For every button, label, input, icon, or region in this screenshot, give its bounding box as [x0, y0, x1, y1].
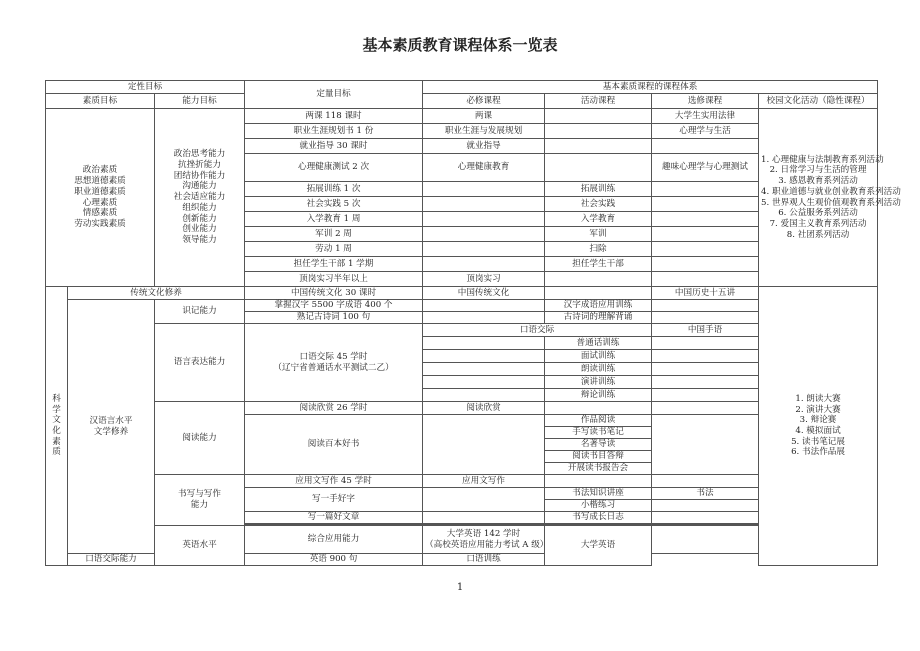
activity-cell: 小楷练习: [545, 500, 652, 512]
quantitative-cell: 阅读欣赏 26 学时: [245, 402, 423, 415]
required-cell: 阅读欣赏: [423, 402, 545, 415]
writing-ability: [155, 475, 245, 526]
required-cell: [423, 488, 545, 512]
campus-activity: 5. 世界观人生观价值观教育系列活动: [761, 197, 901, 208]
activity-cell: 开展读书报告会: [545, 463, 652, 475]
campus-activity: 6. 书法作品展: [791, 447, 845, 458]
activity-cell: 入学教育: [545, 212, 652, 227]
campus-activity: 5. 读书笔记展: [791, 436, 845, 447]
header-quantitative: 定量目标: [245, 81, 423, 109]
quantitative-cell: 劳动 1 周: [245, 242, 423, 257]
quantitative-cell: 心理健康测试 2 次: [245, 154, 423, 182]
ability-item: 团结协作能力: [173, 170, 226, 181]
quality-goal: 劳动实践素质: [74, 218, 126, 229]
elective-cell: [652, 402, 759, 415]
quantitative-cell: 军训 2 周: [245, 227, 423, 242]
required-cell: [423, 300, 545, 312]
required-cell: [423, 212, 545, 227]
quantitative-cell: 两课 118 课时: [245, 109, 423, 124]
activity-cell: 演讲训练: [545, 376, 652, 389]
elective-cell: [652, 363, 759, 376]
campus-activity: 2. 演讲大赛: [795, 404, 841, 415]
activity-cell: [545, 154, 652, 182]
english-ability-1: 综合应用能力: [245, 526, 423, 554]
campus-chinese-cell: [759, 287, 878, 566]
activity-cell: 书写成长日志: [545, 512, 652, 524]
required-cell: [423, 257, 545, 272]
quantitative-cell: 写一手好字: [245, 488, 423, 512]
elective-cell: 大学生实用法律: [652, 109, 759, 124]
vertical-char: 化: [52, 426, 61, 436]
quantitative-cell: 掌握汉字 5500 字成语 400 个: [245, 300, 423, 312]
campus-activity: 4. 模拟面试: [795, 426, 841, 436]
literacy-ability: 识记能力: [155, 300, 245, 324]
elective-cell: [652, 212, 759, 227]
writing-ability-line: 能力: [190, 500, 209, 510]
activity-cell: 军训: [545, 227, 652, 242]
required-cell: [423, 350, 545, 363]
activity-cell: 古诗词的理解背诵: [545, 312, 652, 324]
course-system-table: [45, 80, 901, 566]
chinese-goal: 汉语言水平: [89, 415, 133, 426]
required-cell: [423, 389, 545, 402]
ability-item: 创业能力: [182, 224, 217, 235]
header-quality-goal: 素质目标: [46, 94, 155, 109]
campus-activity: 4. 职业道德与就业创业教育系列活动: [761, 186, 901, 197]
quantitative-line: （辽宁省普通话水平测试二乙）: [273, 362, 394, 373]
required-cell: [423, 512, 545, 524]
activity-cell: [545, 124, 652, 139]
required-cell: 应用文写作: [423, 475, 545, 488]
elective-cell: 心理学与生活: [652, 124, 759, 139]
activity-cell: 普通话训练: [545, 337, 652, 350]
speaking-ability: 语言表达能力: [155, 324, 245, 402]
required-cell: 职业生涯与发展规划: [423, 124, 545, 139]
vertical-char: 质: [52, 447, 61, 458]
required-cell: 中国传统文化: [423, 287, 545, 300]
elective-cell: [652, 272, 759, 287]
elective-cell: [652, 350, 759, 363]
reading-ability: 阅读能力: [155, 402, 245, 475]
activity-cell: 辩论训练: [545, 389, 652, 402]
traditional-culture-goal: 传统文化修养: [68, 287, 245, 300]
header-qualitative: 定性目标: [46, 81, 245, 94]
ability-item: 领导能力: [182, 235, 217, 246]
oral-communication-course: 口语交际: [423, 324, 652, 337]
ability-item: 政治思考能力: [173, 149, 226, 160]
header-activity: 活动课程: [545, 94, 652, 109]
required-cell: [423, 415, 545, 475]
quantitative-cell: 顶岗实习半年以上: [245, 272, 423, 287]
quantitative-cell: 英语 900 句: [245, 554, 423, 566]
activity-cell: [545, 109, 652, 124]
activity-cell: [545, 475, 652, 488]
activity-cell: 书法知识讲座: [545, 488, 652, 500]
activity-cell: 汉字成语应用训练: [545, 300, 652, 312]
elective-cell: [652, 257, 759, 272]
ability-item: 创新能力: [182, 213, 217, 224]
quantitative-cell: 中国传统文化 30 课时: [245, 287, 423, 300]
activity-cell: 作品阅读: [545, 415, 652, 427]
chinese-goal-cell: [68, 300, 155, 554]
quantitative-cell: 入学教育 1 周: [245, 212, 423, 227]
quality-goal: 职业道德素质: [74, 186, 126, 197]
required-cell: [423, 337, 545, 350]
quantitative-cell: 写一篇好文章: [245, 512, 423, 524]
elective-cell: [652, 139, 759, 154]
elective-cell: [652, 415, 759, 475]
science-culture-label: [46, 287, 68, 566]
quality-goal: 情感素质: [82, 208, 118, 219]
english-ability-2: 口语交际能力: [68, 554, 155, 566]
activity-cell: [545, 287, 652, 300]
activity-cell: 朗读训练: [545, 363, 652, 376]
quantitative-cell: 担任学生干部 1 学期: [245, 257, 423, 272]
campus-activity: 6. 公益服务系列活动: [778, 208, 858, 219]
vertical-char: 学: [52, 404, 61, 415]
chinese-goal: 文学修养: [93, 426, 129, 437]
campus-activity: 1. 心理健康与法制教育系列活动: [761, 154, 884, 165]
elective-cell: [652, 242, 759, 257]
quantitative-line: 大学英语 142 学时: [446, 528, 521, 539]
required-cell: 就业指导: [423, 139, 545, 154]
quantitative-line: （高校英语应用能力考试 A 级）: [425, 539, 549, 550]
activity-cell: 拓展训练: [545, 182, 652, 197]
activity-cell: 面试训练: [545, 350, 652, 363]
ability-item: 抗挫折能力: [178, 159, 221, 170]
activity-cell: 口语训练: [423, 554, 545, 566]
page-number: 1: [456, 582, 464, 593]
activity-cell: [545, 272, 652, 287]
header-required: 必修课程: [423, 94, 545, 109]
elective-cell: [652, 182, 759, 197]
quantitative-cell: 职业生涯规划书 1 份: [245, 124, 423, 139]
elective-cell: [652, 475, 759, 488]
activity-cell: 手写读书笔记: [545, 427, 652, 439]
quantitative-cell: 就业指导 30 课时: [245, 139, 423, 154]
required-cell: 顶岗实习: [423, 272, 545, 287]
elective-cell: [652, 500, 759, 512]
campus-activity: 1. 朗读大赛: [795, 393, 841, 404]
vertical-char: 文: [52, 415, 61, 426]
quality-goal: 思想道德素质: [74, 176, 126, 187]
writing-ability-line: 书写与写作: [178, 489, 221, 500]
required-cell: [423, 227, 545, 242]
header-campus: 校园文化活动（隐性课程）: [759, 94, 878, 109]
abilities-cell: [155, 109, 245, 287]
quality-goals-cell: [46, 109, 155, 287]
elective-cell: [652, 512, 759, 524]
elective-cell: 书法: [652, 488, 759, 500]
quantitative-cell: 熟记古诗词 100 句: [245, 312, 423, 324]
english-goal: 英语水平: [155, 526, 245, 566]
english-quantitative: [423, 526, 549, 554]
activity-cell: 名著导读: [545, 439, 652, 451]
elective-cell: [652, 337, 759, 350]
elective-cell: [652, 376, 759, 389]
speaking-quantitative: [245, 324, 423, 402]
required-cell: [423, 363, 545, 376]
campus-activity: 3. 感恩教育系列活动: [778, 176, 858, 187]
header-system: 基本素质课程的课程体系: [423, 81, 878, 94]
vertical-char: 科: [52, 393, 61, 404]
campus-activities-cell: [759, 109, 901, 287]
reading-quantitative: 阅读百本好书: [245, 415, 423, 475]
elective-cell: [652, 300, 759, 312]
activity-cell: 阅读书目答辩: [545, 451, 652, 463]
required-cell: [423, 182, 545, 197]
quantitative-cell: 应用文写作 45 学时: [245, 475, 423, 488]
page-title: 基本素质教育课程体系一览表: [362, 36, 558, 54]
header-ability-goal: 能力目标: [155, 94, 245, 109]
activity-cell: [652, 526, 759, 554]
required-cell: 心理健康教育: [423, 154, 545, 182]
elective-cell: [652, 227, 759, 242]
quantitative-cell: 拓展训练 1 次: [245, 182, 423, 197]
required-cell: 两课: [423, 109, 545, 124]
campus-activity: 8. 社团系列活动: [786, 229, 850, 240]
vertical-char: 素: [52, 436, 61, 447]
quality-goal: 心理素质: [82, 197, 118, 208]
activity-cell: 担任学生干部: [545, 257, 652, 272]
campus-activity: 7. 爱国主义教育系列活动: [769, 218, 867, 229]
elective-cell: [652, 312, 759, 324]
required-cell: [423, 376, 545, 389]
elective-cell: [652, 197, 759, 212]
elective-cell: 趣味心理学与心理测试: [652, 154, 759, 182]
campus-activity: 3. 辩论赛: [799, 415, 837, 426]
elective-cell: 中国手语: [652, 324, 759, 337]
header-elective: 选修课程: [652, 94, 759, 109]
elective-cell: [652, 389, 759, 402]
activity-cell: [545, 402, 652, 415]
elective-cell: 中国历史十五讲: [652, 287, 759, 300]
activity-cell: 扫除: [545, 242, 652, 257]
ability-item: 组织能力: [182, 202, 217, 213]
required-cell: [423, 242, 545, 257]
quantitative-line: 口语交际 45 学时: [299, 351, 368, 362]
activity-cell: [545, 139, 652, 154]
required-cell: [423, 197, 545, 212]
quality-goal: 政治素质: [82, 165, 118, 176]
ability-item: 社会适应能力: [173, 192, 226, 203]
quantitative-cell: 社会实践 5 次: [245, 197, 423, 212]
activity-cell: 社会实践: [545, 197, 652, 212]
campus-activity: 2. 日常学习与生活的管理: [769, 165, 867, 176]
required-cell: 大学英语: [545, 526, 652, 566]
ability-item: 沟通能力: [182, 181, 217, 192]
required-cell: [423, 312, 545, 324]
